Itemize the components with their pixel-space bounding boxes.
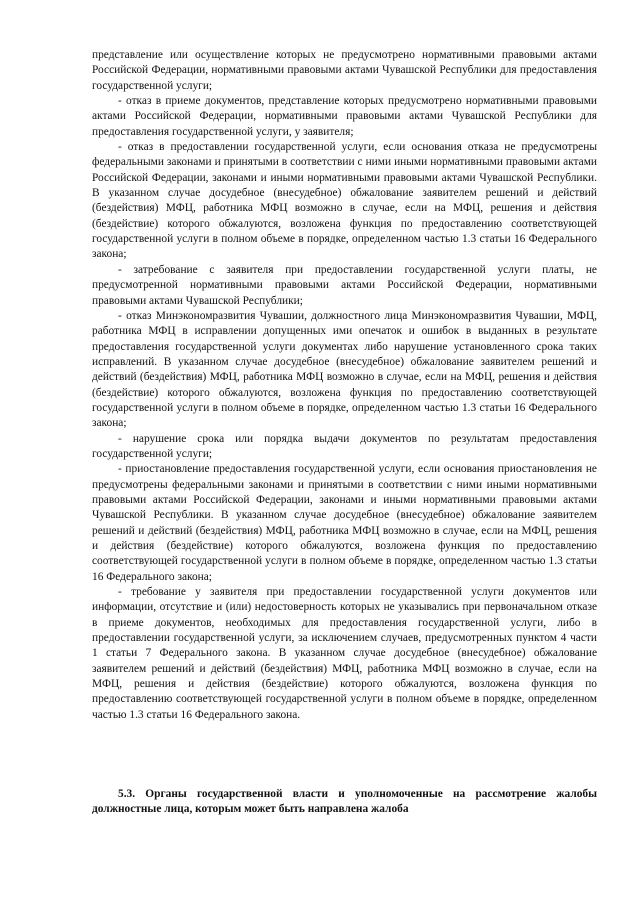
paragraph-continuation: представление или осуществление которых не предусмотрено нормативными правовыми актами Российской Федерации, нормативными правовыми актами Чувашской Республики для предоставления государственной услуги; (92, 49, 597, 92)
document-body (92, 48, 597, 723)
list-item-refusal-correction: - отказ Минэкономразвития Чувашии, должностного лица Минэкономразвития Чувашии, МФЦ, работника МФЦ в исправлении допущенных ими опечаток и ошибок в выданных в результате предоставления государственной услуги документах либо нарушение установленного срока таких исправлений. В указанном случае досудебное (внесудебное) обжалование заявителем решений и действий (бездействия) МФЦ, работника МФЦ возможно в случае, если на МФЦ, решения и действия (бездействие) которого обжалуются, возложена функция по предоставлению соответствующей государственной услуги в полном объеме в порядке, определенном частью 1.3 статьи 16 Федерального закона; (92, 309, 597, 430)
list-item-suspension: - приостановление предоставления государственной услуги, если основания приостановления не предусмотрены федеральными законами и принятыми в соответствии с ними иными нормативными правовыми актами Российской Федерации, законами и иными нормативными правовыми актами Чувашской Республики. В указанном случае досудебное (внесудебное) обжалование заявителем решений и действий (бездействия) МФЦ, работника МФЦ возможно в случае, если на МФЦ, решения и действия (бездействие) которого обжалуются, возложена функция по предоставлению соответствующей государственной услуги в полном объеме в порядке, определенном частью 1.3 статьи 16 Федерального закона; (92, 463, 597, 583)
list-item-fee-demand: - затребование с заявителя при предоставлении государственной услуги платы, не предусмотренной нормативными правовыми актами Российской Федерации, нормативными правовыми актами Чувашской Республики; (92, 263, 597, 307)
list-item-refusal-service: - отказ в предоставлении государственной услуги, если основания отказа не предусмотрены федеральными законами и принятыми в соответствии с ними иными нормативными правовыми актами Российской Федерации, законами и иными нормативными правовыми актами Чувашской Республики. В указанном случае досудебное (внесудебное) обжалование заявителем решений и действий (бездействия) МФЦ, работника МФЦ возможно в случае, если на МФЦ, решения и действия (бездействие) которого обжалуются, возложена функция по предоставлению соответствующей государственной услуги в полном объеме в порядке, определенном частью 1.3 статьи 16 Федерального закона; (92, 141, 597, 261)
section-heading: 5.3. Органы государственной власти и уполномоченные на рассмотрение жалобы должностные лица, которым может быть направлена жалоба (92, 788, 597, 816)
list-item-deadline-violation: - нарушение срока или порядка выдачи документов по результатам предоставления государственной услуги; (92, 432, 597, 460)
list-item-document-demand: - требование у заявителя при предоставлении государственной услуги документов или информации, отсутствие и (или) недостоверность которых не указывались при первоначальном отказе в приеме документов, необходимых для предоставления государственной услуги, либо в предоставлении государственной услуги, за исключением случаев, предусмотренных пунктом 4 части 1 статьи 7 Федерального закона. В указанном случае досудебное (внесудебное) обжалование заявителем решений и действий (бездействия) МФЦ, работника МФЦ возможно в случае, если на МФЦ, решения и действия (бездействие) которого обжалуются, возложена функция по предоставлению соответствующей государственной услуги в полном объеме в порядке, определенном частью 1.3 статьи 16 Федерального закона. (92, 586, 597, 721)
list-item-refusal-acceptance: - отказ в приеме документов, представление которых предусмотрено нормативными правовыми актами Российской Федерации, нормативными правовыми актами Чувашской Республики для предоставления государственной услуги, у заявителя; (92, 95, 597, 138)
